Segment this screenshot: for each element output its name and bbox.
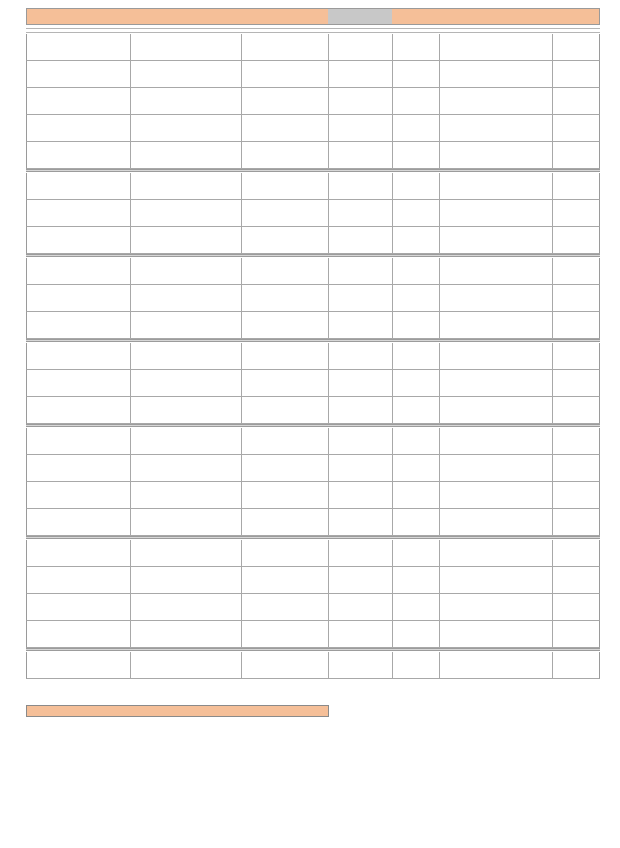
table-row xyxy=(26,34,600,61)
table-row xyxy=(26,509,600,536)
table-row xyxy=(26,343,600,370)
table-header xyxy=(26,8,600,25)
table-row xyxy=(26,227,600,254)
table-row xyxy=(26,142,600,169)
table-row xyxy=(26,285,600,312)
group-separator xyxy=(26,254,600,257)
group-separator xyxy=(26,424,600,427)
table-row xyxy=(26,200,600,227)
table-row xyxy=(26,312,600,339)
header-spieltag xyxy=(328,9,392,24)
group-separator xyxy=(26,536,600,539)
table-row xyxy=(26,61,600,88)
board-header xyxy=(26,705,329,717)
table-row xyxy=(26,567,600,594)
table-row xyxy=(26,594,600,621)
header-spacer xyxy=(26,28,600,33)
group-separator xyxy=(26,339,600,342)
table-row xyxy=(26,115,600,142)
group-separator xyxy=(26,169,600,172)
table-row xyxy=(26,397,600,424)
group-separator xyxy=(26,648,600,651)
table-row xyxy=(26,455,600,482)
table-row xyxy=(26,370,600,397)
table-row xyxy=(26,428,600,455)
table-row xyxy=(26,621,600,648)
table-row xyxy=(26,173,600,200)
table-row xyxy=(26,540,600,567)
table-row xyxy=(26,482,600,509)
table-row xyxy=(26,652,600,679)
table-row xyxy=(26,88,600,115)
table-row xyxy=(26,258,600,285)
